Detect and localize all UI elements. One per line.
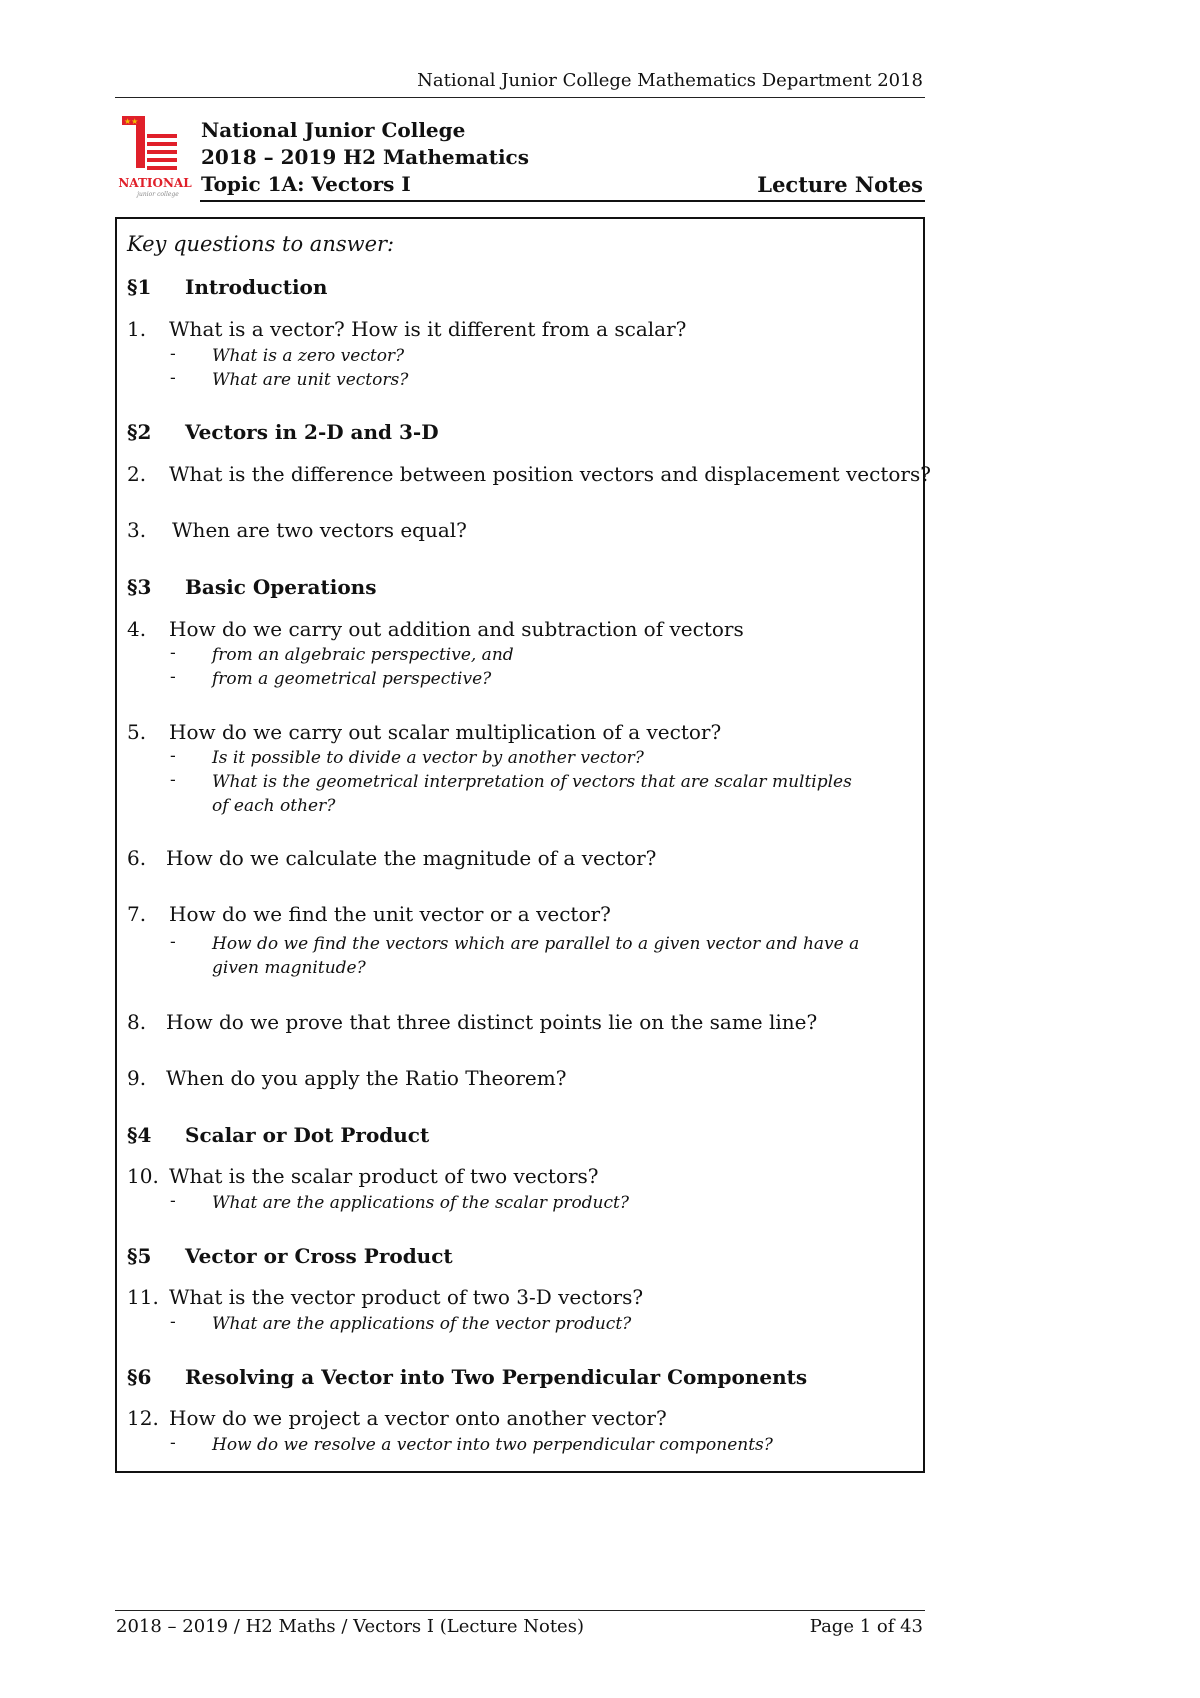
section-number: §1 bbox=[127, 275, 152, 299]
question-number: 2. bbox=[127, 462, 147, 486]
question-number: 4. bbox=[127, 617, 147, 641]
question-text: How do we calculate the magnitude of a vector? bbox=[166, 846, 657, 870]
question-number: 1. bbox=[127, 317, 147, 341]
sub-question-text: What are unit vectors? bbox=[212, 370, 409, 390]
section-number: §5 bbox=[127, 1244, 152, 1268]
question-text: When do you apply the Ratio Theorem? bbox=[166, 1066, 567, 1090]
running-header: National Junior College Mathematics Department 2018 bbox=[417, 70, 923, 91]
section-title: Resolving a Vector into Two Perpendicular Components bbox=[185, 1365, 808, 1389]
key-questions-label: Key questions to answer: bbox=[127, 232, 395, 256]
question-text: How do we prove that three distinct points lie on the same line? bbox=[166, 1010, 818, 1034]
question-number: 8. bbox=[127, 1010, 147, 1034]
footer-rule bbox=[115, 1610, 925, 1611]
question-number: 5. bbox=[127, 720, 147, 744]
question-number: 6. bbox=[127, 846, 147, 870]
course-name: 2018 – 2019 H2 Mathematics bbox=[201, 145, 529, 169]
question-number: 7. bbox=[127, 902, 147, 926]
question-number: 10. bbox=[127, 1164, 159, 1188]
sub-question-text: from a geometrical perspective? bbox=[212, 669, 492, 689]
sub-question-text: What are the applications of the vector product? bbox=[212, 1314, 632, 1334]
section-title: Basic Operations bbox=[185, 575, 377, 599]
question-text: When are two vectors equal? bbox=[172, 518, 467, 542]
sub-question-text: How do we find the vectors which are parallel to a given vector and have a given magnitude? bbox=[212, 934, 860, 978]
page-number: Page 1 of 43 bbox=[809, 1616, 923, 1637]
logo-subtext: junior college bbox=[137, 191, 179, 198]
question-text: What is the difference between position vectors and displacement vectors? bbox=[169, 462, 931, 486]
section-title: Vector or Cross Product bbox=[185, 1244, 453, 1268]
sub-question-text: What is a zero vector? bbox=[212, 346, 405, 366]
sub-question-text: What are the applications of the scalar product? bbox=[212, 1193, 629, 1213]
college-logo bbox=[116, 114, 194, 200]
footer-text: 2018 – 2019 / H2 Maths / Vectors I (Lecture Notes) bbox=[116, 1616, 584, 1637]
question-text: How do we carry out scalar multiplication of a vector? bbox=[169, 720, 722, 744]
question-text: What is a vector? How is it different from a scalar? bbox=[169, 317, 687, 341]
section-number: §6 bbox=[127, 1365, 152, 1389]
question-text: How do we project a vector onto another vector? bbox=[169, 1406, 667, 1430]
section-title: Introduction bbox=[185, 275, 328, 299]
question-number: 11. bbox=[127, 1285, 159, 1309]
question-text: How do we carry out addition and subtraction of vectors bbox=[169, 617, 744, 641]
question-text: How do we find the unit vector or a vector? bbox=[169, 902, 611, 926]
title-rule bbox=[200, 200, 925, 202]
question-text: What is the scalar product of two vectors? bbox=[169, 1164, 599, 1188]
section-title: Scalar or Dot Product bbox=[185, 1123, 430, 1147]
logo-wordmark: NATIONAL bbox=[118, 176, 192, 190]
sub-question-text: What is the geometrical interpretation of vectors that are scalar multiples of each other? bbox=[212, 772, 852, 816]
document-type: Lecture Notes bbox=[757, 172, 923, 197]
institution-name: National Junior College bbox=[201, 118, 466, 142]
section-number: §4 bbox=[127, 1123, 152, 1147]
header-rule bbox=[115, 97, 925, 98]
question-number: 3. bbox=[127, 518, 147, 542]
sub-question-text: from an algebraic perspective, and bbox=[212, 645, 514, 665]
question-number: 12. bbox=[127, 1406, 159, 1430]
svg-text:★★: ★★ bbox=[124, 117, 139, 126]
sub-question-text: How do we resolve a vector into two perpendicular components? bbox=[212, 1435, 773, 1455]
sub-question-text: Is it possible to divide a vector by another vector? bbox=[212, 748, 644, 768]
question-number: 9. bbox=[127, 1066, 147, 1090]
section-number: §2 bbox=[127, 420, 152, 444]
section-number: §3 bbox=[127, 575, 152, 599]
topic-title: Topic 1A: Vectors I bbox=[201, 172, 411, 196]
section-title: Vectors in 2-D and 3-D bbox=[185, 420, 439, 444]
question-text: What is the vector product of two 3-D vectors? bbox=[169, 1285, 644, 1309]
